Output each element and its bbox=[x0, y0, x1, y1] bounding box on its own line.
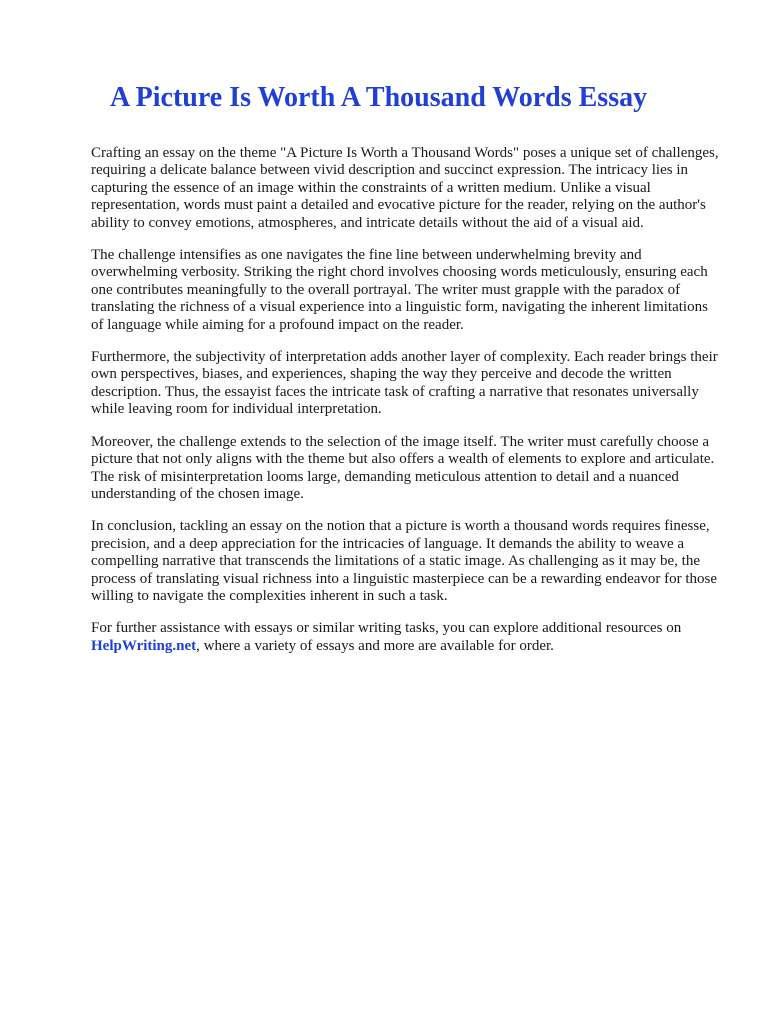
page-title: A Picture Is Worth A Thousand Words Essay bbox=[110, 82, 648, 113]
paragraph-1: Crafting an essay on the theme "A Picture Is Worth a Thousand Words" poses a unique set of challenges, requiring a delicate balance between vivid description and succinct expression. The intricacy lies in capturing the essence of an image within the constraints of a written medium. Unlike a visual representation, words must paint a detailed and evocative picture for the reader, relying on the author's ability to convey emotions, atmospheres, and intricate details without the aid of a visual aid. bbox=[91, 145, 719, 231]
essay-body bbox=[91, 145, 723, 670]
closing-text-before: For further assistance with essays or similar writing tasks, you can explore additional resources on bbox=[91, 620, 682, 637]
paragraph-2: The challenge intensifies as one navigates the fine line between underwhelming brevity and overwhelming verbosity. Striking the right chord involves choosing words meticulously, ensuring each one contributes meaningfully to the overall portrayal. The writer must grapple with the paradox of translating the richness of a visual experience into a linguistic form, navigating the inherent limitations of language while aiming for a profound impact on the reader. bbox=[91, 247, 708, 333]
helpwriting-link[interactable]: HelpWriting.net bbox=[91, 637, 197, 654]
paragraph-4: Moreover, the challenge extends to the selection of the image itself. The writer must carefully choose a picture that not only aligns with the theme but also offers a wealth of elements to explore and articulate. The risk of misinterpretation looms large, demanding meticulous attention to detail and a nuanced understanding of the chosen image. bbox=[91, 433, 715, 502]
closing-text-after: , where a variety of essays and more are available for order. bbox=[196, 637, 554, 654]
paragraph-5: In conclusion, tackling an essay on the notion that a picture is worth a thousand words requires finesse, precision, and a deep appreciation for the intricacies of language. It demands the ability to weave a compelling narrative that transcends the limitations of a static image. As challenging as it may be, the process of translating visual richness into a linguistic masterpiece can be a rewarding endeavor for those willing to navigate the complexities inherent in such a task. bbox=[91, 518, 718, 604]
closing-paragraph bbox=[91, 620, 723, 655]
paragraph-3: Furthermore, the subjectivity of interpretation adds another layer of complexity. Each reader brings their own perspectives, biases, and experiences, shaping the way they perceive and decode the written description. Thus, the essayist faces the intricate task of crafting a narrative that resonates universally while leaving room for individual interpretation. bbox=[91, 349, 718, 418]
